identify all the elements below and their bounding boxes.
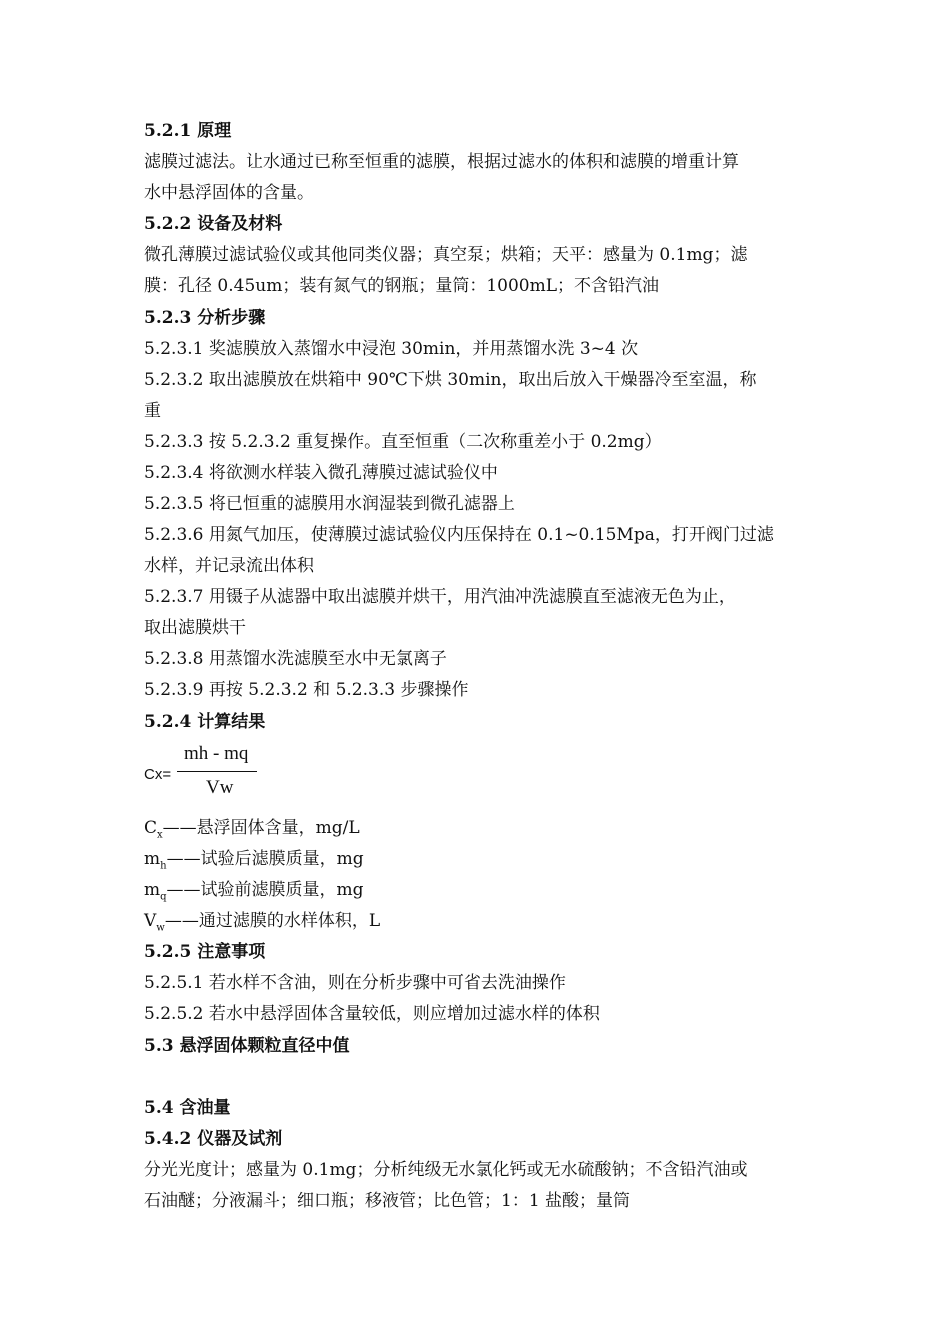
body-text-line: 5.2.5.1 若水样不含油，则在分析步骤中可省去洗油操作 (144, 973, 566, 993)
formula-denominator: Vw (206, 777, 234, 798)
body-text-line: 5.2.3.3 按 5.2.3.2 重复操作。直至恒重（二次称重差小于 0.2mg） (144, 432, 662, 452)
body-text-line: 分光光度计；感量为 0.1mg；分析纯级无水氯化钙或无水硫酸钠；不含铅汽油或 (144, 1160, 748, 1180)
body-text-line: 5.2.3.6 用氮气加压，使薄膜过滤试验仪内压保持在 0.1~0.15Mpa，打开阀门过滤 (144, 525, 774, 545)
body-text-line: 5.2.3.8 用蒸馏水洗滤膜至水中无氯离子 (144, 649, 447, 669)
section-heading: 5.4 含油量 (144, 1098, 231, 1118)
body-text-line: 取出滤膜烘干 (144, 618, 246, 638)
body-text-line: 滤膜过滤法。让水通过已称至恒重的滤膜，根据过滤水的体积和滤膜的增重计算 (144, 152, 739, 172)
body-text-line: 水样，并记录流出体积 (144, 556, 314, 576)
body-text-line: 5.2.3.1 奖滤膜放入蒸馏水中浸泡 30min，并用蒸馏水洗 3~4 次 (144, 339, 639, 359)
formula (144, 740, 304, 804)
section-heading: 5.2.5 注意事项 (144, 942, 266, 962)
section-heading: 5.3 悬浮固体颗粒直径中值 (144, 1036, 350, 1056)
section-heading: 5.2.2 设备及材料 (144, 214, 283, 234)
variable-definition: $C_x——$悬浮固体含量，mg/L (144, 818, 360, 841)
section-heading: 5.2.3 分析步骤 (144, 308, 266, 328)
variable-definition: $m_h——$试验后滤膜质量，mg (144, 849, 364, 872)
body-text-line: 膜：孔径 0.45um；装有氮气的钢瓶；量筒：1000mL；不含铅汽油 (144, 276, 659, 296)
fraction-bar (177, 771, 257, 772)
variable-definition: $V_w——$通过滤膜的水样体积，L (144, 911, 381, 934)
body-text-line: 石油醚；分液漏斗；细口瓶；移液管；比色管；1：1 盐酸；量筒 (144, 1191, 631, 1211)
variable-definition: $m_q——$试验前滤膜质量，mg (144, 880, 364, 903)
body-text-line: 5.2.3.4 将欲测水样装入微孔薄膜过滤试验仪中 (144, 463, 498, 483)
body-text-line: 5.2.3.5 将已恒重的滤膜用水润湿装到微孔滤器上 (144, 494, 515, 514)
body-text-line: 水中悬浮固体的含量。 (144, 183, 314, 203)
section-heading: 5.2.4 计算结果 (144, 712, 266, 732)
body-text-line: 5.2.3.2 取出滤膜放在烘箱中 90℃下烘 30min，取出后放入干燥器冷至室温，称 (144, 370, 757, 390)
body-text-line: 5.2.3.7 用镊子从滤器中取出滤膜并烘干，用汽油冲洗滤膜直至滤液无色为止， (144, 587, 736, 607)
body-text-line: 5.2.5.2 若水中悬浮固体含量较低，则应增加过滤水样的体积 (144, 1004, 600, 1024)
section-heading: 5.4.2 仪器及试剂 (144, 1129, 283, 1149)
formula-numerator: mh - mq (184, 743, 249, 764)
section-heading: 5.2.1 原理 (144, 121, 232, 141)
formula-lhs: Cx= (144, 766, 172, 783)
body-text-line: 微孔薄膜过滤试验仪或其他同类仪器；真空泵；烘箱；天平：感量为 0.1mg；滤 (144, 245, 748, 265)
body-text-line: 5.2.3.9 再按 5.2.3.2 和 5.2.3.3 步骤操作 (144, 680, 469, 700)
body-text-line: 重 (144, 401, 161, 421)
